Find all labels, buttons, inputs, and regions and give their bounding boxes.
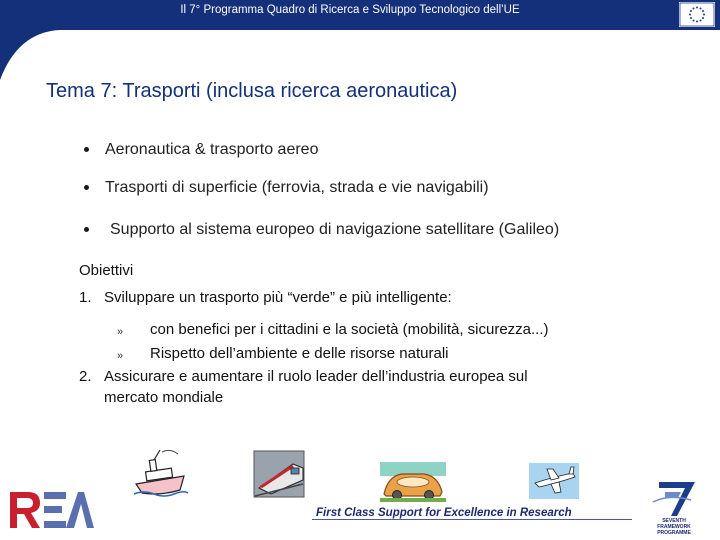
- footer-tagline: First Class Support for Excellence in Research: [316, 507, 572, 519]
- objective-number: 2.: [79, 368, 92, 385]
- objectives-heading: Obiettivi: [79, 262, 134, 279]
- footer-divider: [312, 519, 632, 520]
- objective-text-continued: mercato mondiale: [104, 389, 224, 406]
- topic-label: Trasporti di superficie (ferrovia, strada e vie navigabili): [105, 179, 489, 196]
- objective-text: Assicurare e aumentare il ruolo leader dell’industria europea sul: [104, 368, 528, 385]
- slide-title: Tema 7: Trasporti (inclusa ricerca aeronautica): [46, 80, 458, 102]
- bullet-icon: [84, 227, 89, 232]
- train-icon: [253, 450, 305, 498]
- bullet-icon: [84, 185, 89, 190]
- topic-label: Aeronautica & trasporto aereo: [105, 141, 319, 158]
- rea-logo-text: REA: [8, 488, 11, 489]
- eu-flag-icon: [679, 2, 715, 27]
- objective-text: Sviluppare un trasporto più “verde” e più intelligente:: [104, 289, 452, 306]
- header-title: Il 7° Programma Quadro di Ricerca e Sviluppo Tecnologico dell’UE: [180, 4, 520, 16]
- topic-label: Supporto al sistema europeo di navigazione satellitare (Galileo): [110, 221, 560, 238]
- objective-number: 1.: [79, 289, 92, 306]
- objective-subitem: con benefici per i cittadini e la società (mobilità, sicurezza...): [150, 321, 549, 338]
- sub-bullet-icon: »: [117, 350, 124, 362]
- ship-icon: [130, 446, 192, 498]
- car-icon: [380, 462, 446, 502]
- objective-subitem: Rispetto dell’ambiente e delle risorse naturali: [150, 345, 449, 362]
- sub-bullet-icon: »: [117, 326, 124, 338]
- rea-logo: [8, 488, 94, 530]
- bullet-icon: [84, 147, 89, 152]
- airplane-icon: [529, 463, 579, 499]
- fp7-logo: [645, 478, 703, 518]
- fp7-logo-label: SEVENTH FRAMEWORK PROGRAMME: [657, 518, 691, 536]
